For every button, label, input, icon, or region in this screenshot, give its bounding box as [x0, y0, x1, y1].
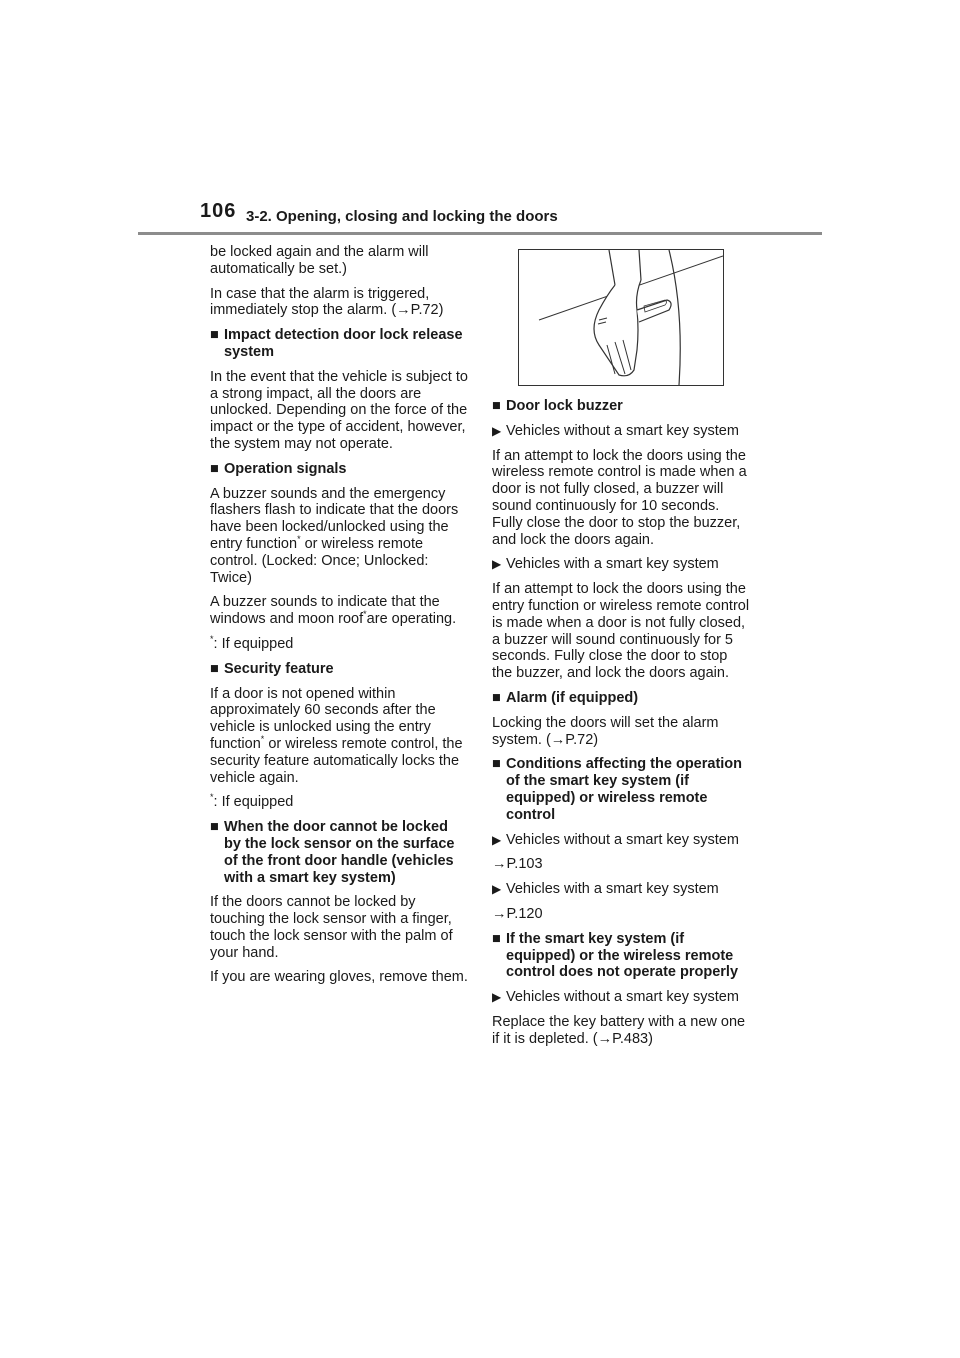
asterisk-mark: * — [363, 609, 367, 620]
paragraph: If an attempt to lock the doors using the wireless remote control is made when a door is not fully closed, a buzzer will sound continuously for 10 seconds. Fully close the door to stop the buzzer, and lock the doors again. — [492, 447, 747, 548]
paragraph: Replace the key battery with a new one if it is depleted. (→P.483) — [492, 1013, 746, 1047]
asterisk-mark: * — [260, 734, 265, 745]
square-bullet-icon: ■ — [492, 689, 501, 706]
asterisk-mark: * — [297, 534, 301, 545]
square-bullet-icon: ■ — [210, 819, 219, 836]
triangle-bullet-icon: ▶ — [492, 990, 502, 1005]
hand-on-door-handle-illustration — [518, 249, 724, 386]
subheading: ▶ Vehicles without a smart key system — [492, 989, 739, 1006]
asterisk-mark: * — [210, 792, 214, 803]
paragraph: A buzzer sounds and the emergency flashers flash to indicate that the doors have been locked/unlocked using the entry function* or wireless remote control. (Locked: Once; Unlocked: Twice) — [210, 485, 459, 586]
square-bullet-icon: ■ — [492, 756, 501, 773]
paragraph: If a door is not opened within approximately 60 seconds after the vehicle is unlocked using the entry function* or wireless remote control, the security feature automatically locks the vehicle again. — [210, 685, 463, 786]
square-bullet-icon: ■ — [492, 930, 501, 947]
square-bullet-icon: ■ — [492, 398, 501, 414]
left-column — [210, 244, 468, 994]
paragraph: If the doors cannot be locked by touching the lock sensor with a finger, touch the lock sensor with the palm of your hand. — [210, 894, 453, 961]
page-reference: →P.103 — [492, 856, 543, 873]
hand-illustration-icon — [519, 250, 723, 385]
square-bullet-icon: ■ — [210, 327, 219, 344]
square-bullet-icon: ■ — [210, 660, 219, 677]
section-title: 3-2. Opening, closing and locking the doors — [246, 208, 558, 225]
subheading: ▶ Vehicles with a smart key system — [492, 556, 719, 573]
heading-lock-sensor: ■ When the door cannot be locked by the lock sensor on the surface of the front door handle (vehicles with a smart key system) — [210, 819, 455, 886]
asterisk-mark: * — [210, 634, 214, 645]
paragraph: In case that the alarm is triggered, immediately stop the alarm. (→P.72) — [210, 285, 444, 319]
right-column — [492, 244, 750, 1056]
paragraph: If you are wearing gloves, remove them. — [210, 969, 468, 986]
heading-not-operating: ■ If the smart key system (if equipped) or the wireless remote control does not operate properly — [492, 930, 739, 981]
paragraph: In the event that the vehicle is subject to a strong impact, all the doors are unlocked. Depending on the force of the impact or the type of accident, however, the system may not operate. — [210, 368, 468, 452]
heading-security-feature: ■ Security feature — [210, 660, 334, 677]
heading-impact-detection: ■ Impact detection door lock release system — [210, 327, 463, 360]
page-number: 106 — [200, 200, 237, 222]
triangle-bullet-icon: ▶ — [492, 882, 502, 897]
subheading: ▶ Vehicles with a smart key system — [492, 881, 719, 898]
paragraph: If an attempt to lock the doors using the entry function or wireless remote control is made when a door is not fully closed, a buzzer will sound continuously for 5 seconds. Fully close the door to stop the buzzer, and lock the doors again. — [492, 581, 750, 682]
triangle-bullet-icon: ▶ — [492, 557, 502, 572]
triangle-bullet-icon: ▶ — [492, 423, 502, 438]
footnote: *: If equipped — [210, 634, 294, 652]
heading-conditions: ■ Conditions affecting the operation of the smart key system (if equipped) or wireless remote control — [492, 756, 743, 823]
heading-door-lock-buzzer: ■ Door lock buzzer — [492, 398, 623, 414]
heading-alarm: ■ Alarm (if equipped) — [492, 689, 639, 706]
paragraph: Locking the doors will set the alarm system. (→P.72) — [492, 714, 719, 748]
page-header — [200, 200, 824, 236]
header-rule — [138, 232, 822, 235]
paragraph: A buzzer sounds to indicate that the windows and moon roof*are operating. — [210, 594, 457, 628]
triangle-bullet-icon: ▶ — [492, 832, 502, 847]
subheading: ▶ Vehicles without a smart key system — [492, 422, 739, 439]
square-bullet-icon: ■ — [210, 460, 219, 477]
page-reference: →P.120 — [492, 905, 543, 922]
footnote: *: If equipped — [210, 792, 294, 811]
paragraph: be locked again and the alarm will automatically be set.) — [210, 244, 429, 277]
subheading: ▶ Vehicles without a smart key system — [492, 831, 739, 848]
heading-operation-signals: ■ Operation signals — [210, 460, 347, 477]
